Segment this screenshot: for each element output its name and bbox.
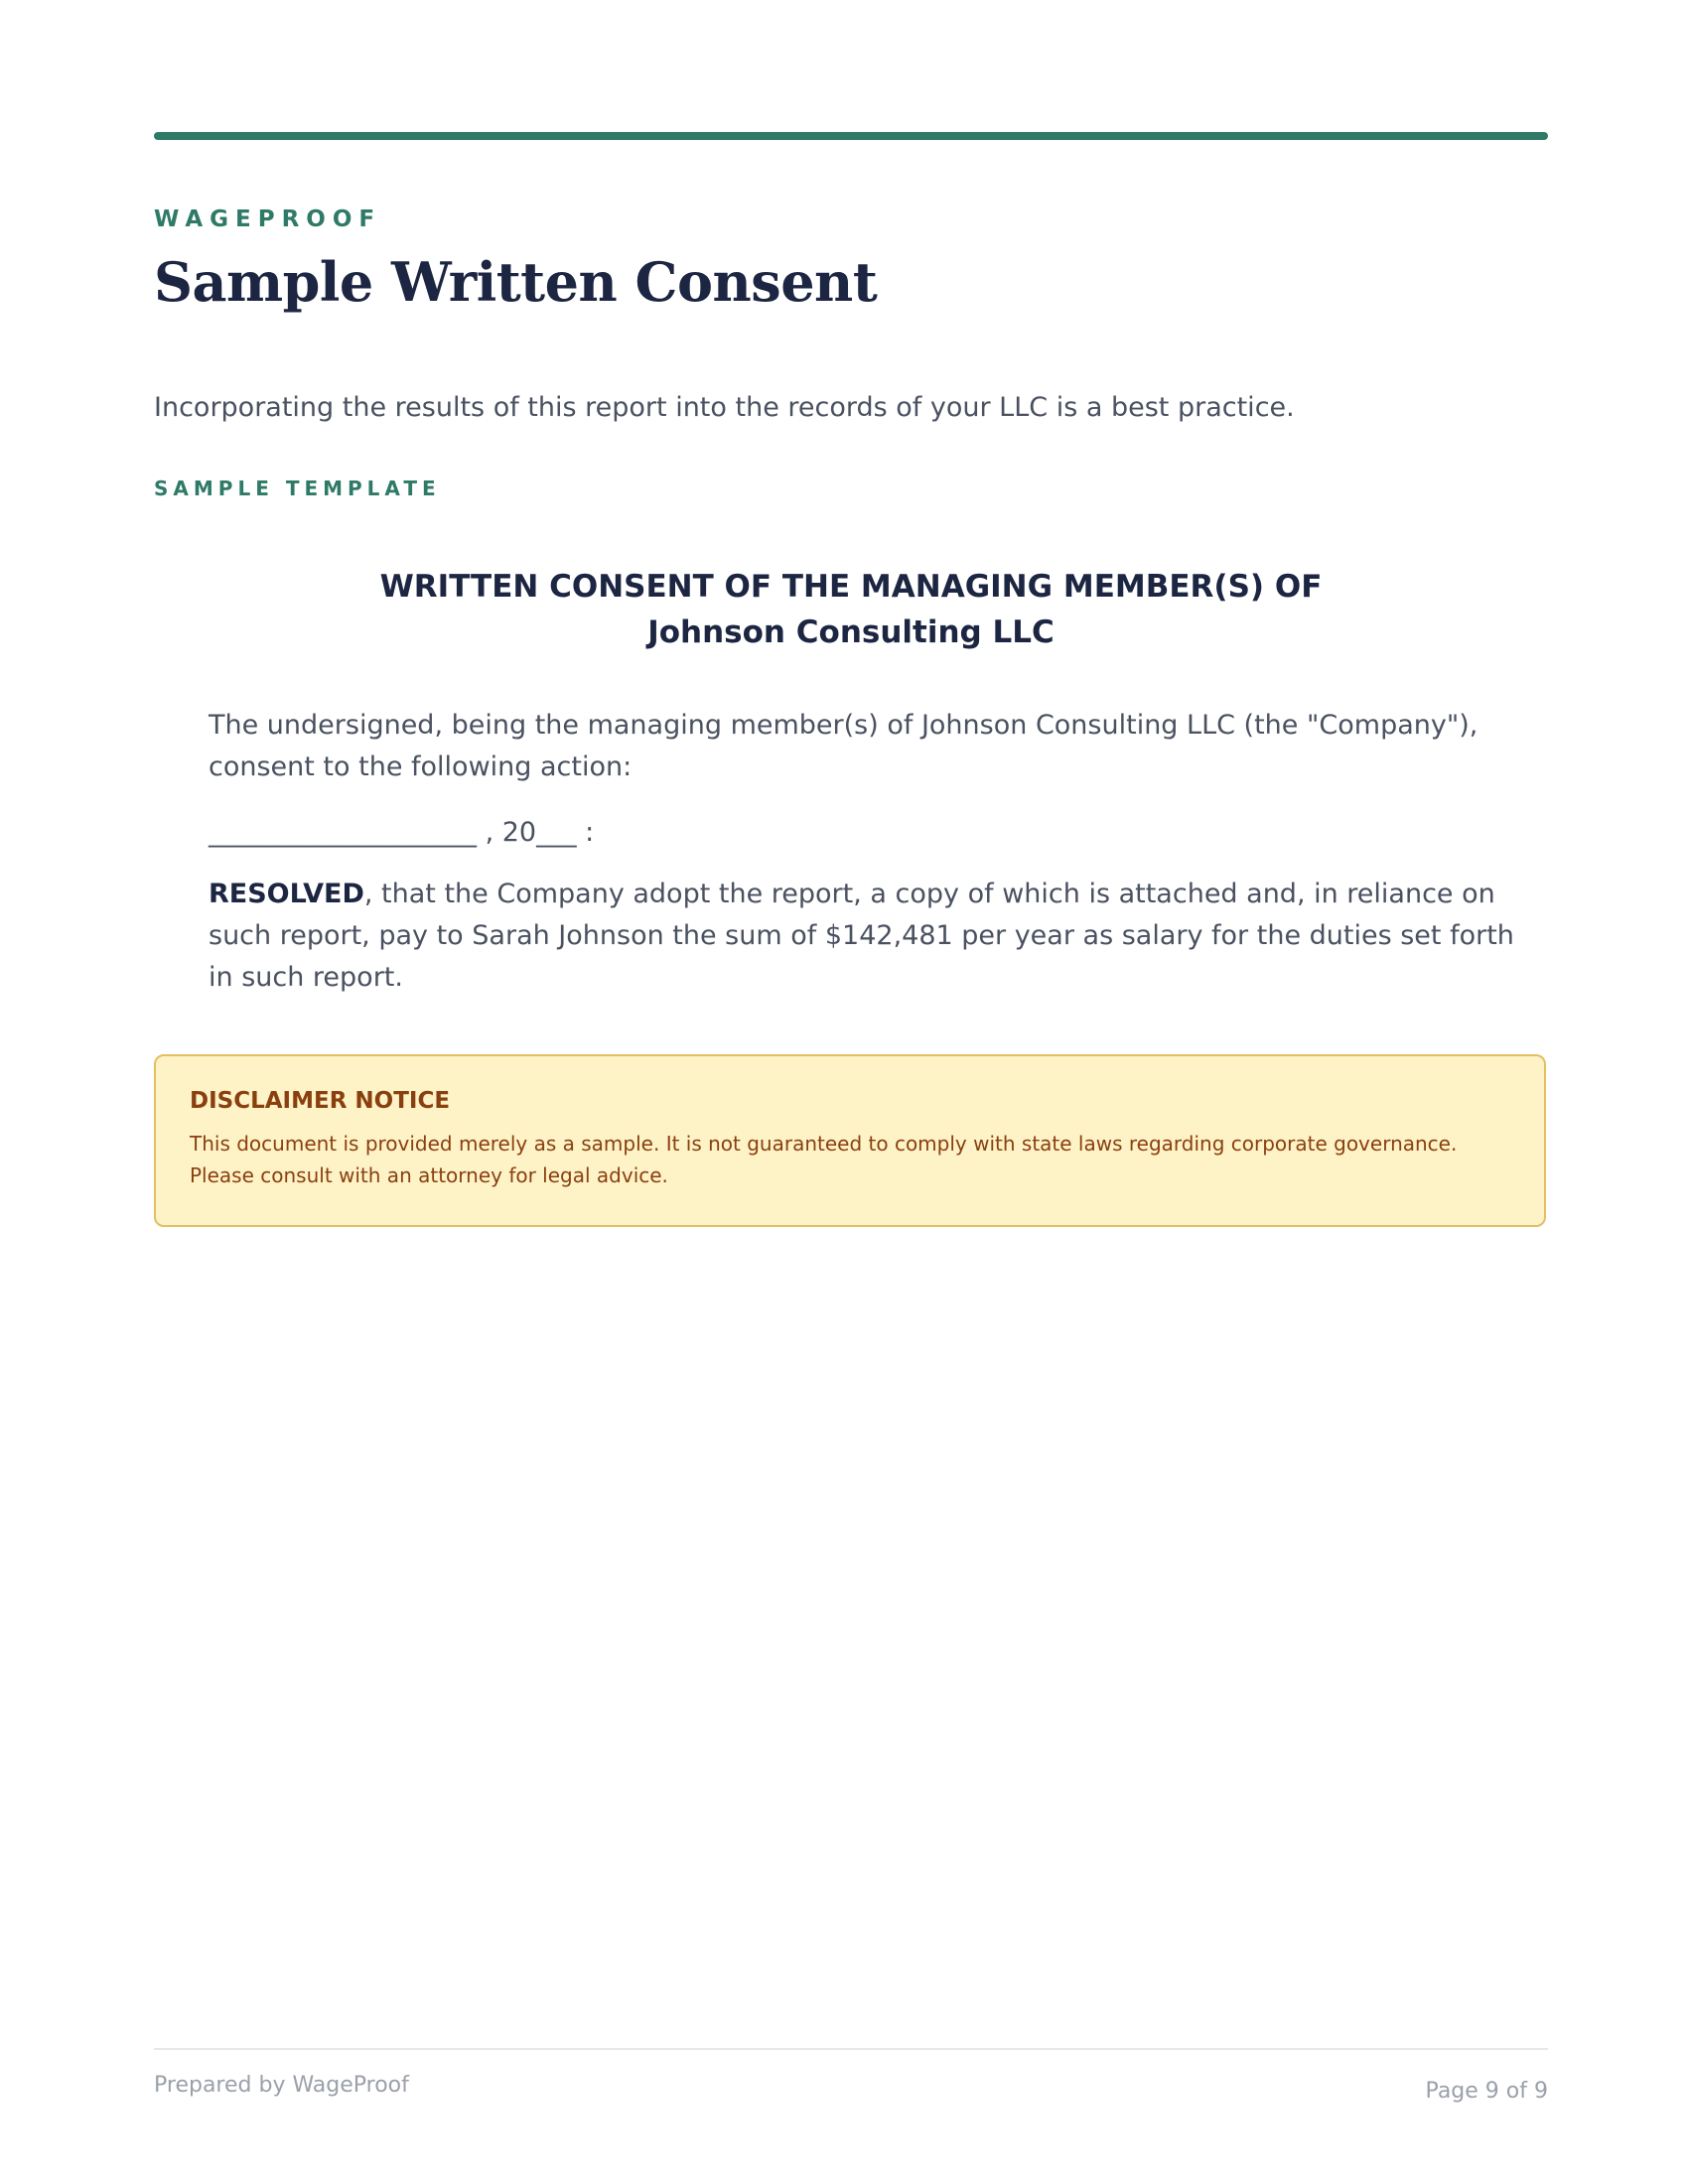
consent-paragraph: The undersigned, being the managing member(s) of Johnson Consulting LLC (the "Company"), consent to the following action: — [209, 710, 1478, 782]
disclaimer-text: This document is provided merely as a sample. It is not guaranteed to comply with state laws regarding corporate governance. Please consult with an attorney for legal advice. — [190, 1132, 1458, 1187]
intro-paragraph: Incorporating the results of this report into the records of your LLC is a best practice. — [154, 392, 1295, 423]
date-line: ____________________ , 20___ : — [209, 817, 595, 848]
footer-divider — [154, 2048, 1548, 2050]
page-title: Sample Written Consent — [154, 250, 878, 314]
brand-name: WAGEPROOF — [154, 206, 382, 232]
resolved-text: , that the Company adopt the report, a copy of which is attached and, in reliance on such report, pay to Sarah Johnson the sum of $142,481 per year as salary for the duties set forth in such report. — [209, 879, 1514, 993]
disclaimer-title: DISCLAIMER NOTICE — [190, 1088, 451, 1114]
footer-page-number: Page 9 of 9 — [1425, 2079, 1548, 2104]
resolution-paragraph — [209, 874, 1519, 999]
consent-heading — [154, 564, 1548, 655]
consent-heading-line-1: WRITTEN CONSENT OF THE MANAGING MEMBER(S) OF — [379, 569, 1323, 605]
document-page — [154, 0, 1548, 2184]
top-accent-rule — [154, 132, 1548, 140]
footer-prepared-by: Prepared by WageProof — [154, 2073, 409, 2098]
resolved-label: RESOLVED — [209, 879, 364, 909]
consent-heading-company: Johnson Consulting LLC — [647, 614, 1055, 650]
section-label: SAMPLE TEMPLATE — [154, 477, 441, 500]
disclaimer-box — [154, 1054, 1546, 1227]
